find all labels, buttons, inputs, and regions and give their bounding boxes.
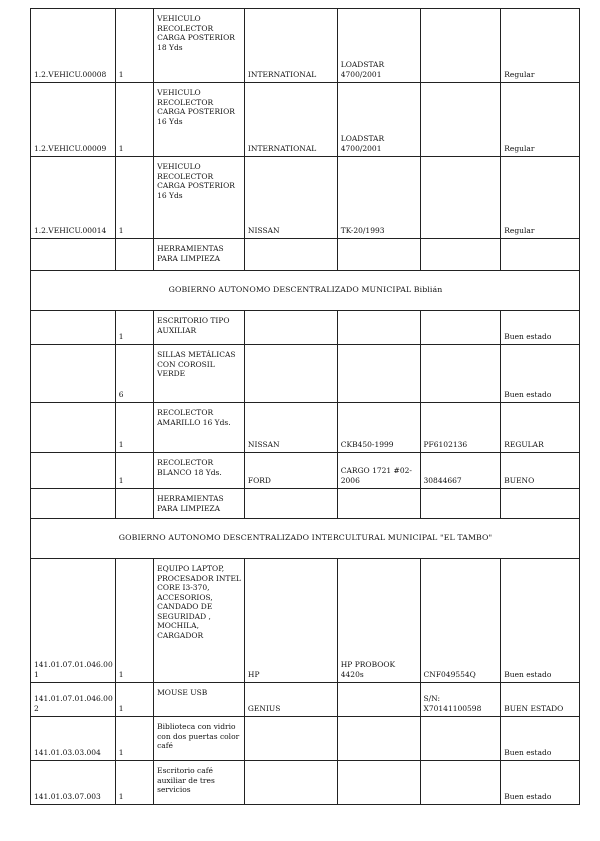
condition-cell: Buen estado: [501, 345, 580, 403]
model-cell: LOADSTAR 4700/2001: [337, 83, 420, 157]
table-row: [31, 311, 580, 345]
description-cell: VEHICULO RECOLECTOR CARGA POSTERIOR 16 Yds: [154, 157, 245, 239]
inventory-table-body: [31, 9, 580, 805]
description-cell: Biblioteca con vidrio con dos puertas color café: [154, 717, 245, 761]
table-row: [31, 83, 580, 157]
model-cell: [337, 717, 420, 761]
serial-cell: CNF049554Q: [420, 559, 501, 683]
quantity-cell: 1: [115, 403, 153, 453]
condition-cell: [501, 239, 580, 271]
description-cell: SILLAS METÁLICAS CON COROSIL VERDE: [154, 345, 245, 403]
condition-cell: Buen estado: [501, 761, 580, 805]
brand-cell: FORD: [244, 453, 337, 489]
model-cell: [337, 761, 420, 805]
condition-cell: Regular: [501, 83, 580, 157]
condition-cell: Buen estado: [501, 559, 580, 683]
section-title: GOBIERNO AUTONOMO DESCENTRALIZADO INTERCULTURAL MUNICIPAL "EL TAMBO": [31, 519, 580, 559]
quantity-cell: [115, 239, 153, 271]
quantity-cell: 1: [115, 453, 153, 489]
serial-cell: [420, 489, 501, 519]
inventory-table: [30, 8, 580, 805]
brand-cell: [244, 717, 337, 761]
quantity-cell: 1: [115, 157, 153, 239]
asset-code-cell: 1.2.VEHICU.00014: [31, 157, 116, 239]
model-cell: [337, 683, 420, 717]
table-row: [31, 403, 580, 453]
table-row: [31, 559, 580, 683]
table-row: [31, 489, 580, 519]
model-cell: [337, 345, 420, 403]
description-cell: RECOLECTOR AMARILLO 16 Yds.: [154, 403, 245, 453]
quantity-cell: [115, 489, 153, 519]
condition-cell: Regular: [501, 157, 580, 239]
description-cell: HERRAMIENTAS PARA LIMPIEZA: [154, 239, 245, 271]
section-header-row: [31, 271, 580, 311]
table-row: [31, 9, 580, 83]
brand-cell: [244, 761, 337, 805]
model-cell: CKB450-1999: [337, 403, 420, 453]
serial-cell: S/N: X70141100598: [420, 683, 501, 717]
asset-code-cell: 1.2.VEHICU.00008: [31, 9, 116, 83]
asset-code-cell: [31, 239, 116, 271]
model-cell: [337, 239, 420, 271]
serial-cell: [420, 311, 501, 345]
brand-cell: INTERNATIONAL: [244, 83, 337, 157]
asset-code-cell: [31, 453, 116, 489]
condition-cell: [501, 489, 580, 519]
description-cell: VEHICULO RECOLECTOR CARGA POSTERIOR 16 Yds: [154, 83, 245, 157]
section-title: GOBIERNO AUTONOMO DESCENTRALIZADO MUNICIPAL Biblián: [31, 271, 580, 311]
quantity-cell: 1: [115, 311, 153, 345]
asset-code-cell: [31, 311, 116, 345]
serial-cell: [420, 345, 501, 403]
condition-cell: Buen estado: [501, 717, 580, 761]
brand-cell: [244, 311, 337, 345]
condition-cell: BUENO: [501, 453, 580, 489]
brand-cell: [244, 489, 337, 519]
asset-code-cell: [31, 345, 116, 403]
description-cell: HERRAMIENTAS PARA LIMPIEZA: [154, 489, 245, 519]
serial-cell: [420, 717, 501, 761]
serial-cell: [420, 9, 501, 83]
asset-code-cell: [31, 403, 116, 453]
brand-cell: NISSAN: [244, 403, 337, 453]
model-cell: HP PROBOOK 4420s: [337, 559, 420, 683]
brand-cell: NISSAN: [244, 157, 337, 239]
model-cell: [337, 311, 420, 345]
quantity-cell: 1: [115, 9, 153, 83]
asset-code-cell: 141.01.03.07.003: [31, 761, 116, 805]
serial-cell: [420, 761, 501, 805]
table-row: [31, 761, 580, 805]
table-row: [31, 239, 580, 271]
serial-cell: PF6102136: [420, 403, 501, 453]
table-row: [31, 345, 580, 403]
quantity-cell: 1: [115, 683, 153, 717]
quantity-cell: 1: [115, 83, 153, 157]
description-cell: RECOLECTOR BLANCO 18 Yds.: [154, 453, 245, 489]
quantity-cell: 6: [115, 345, 153, 403]
section-header-row: [31, 519, 580, 559]
condition-cell: REGULAR: [501, 403, 580, 453]
serial-cell: [420, 239, 501, 271]
table-row: [31, 717, 580, 761]
serial-cell: [420, 157, 501, 239]
quantity-cell: 1: [115, 761, 153, 805]
brand-cell: INTERNATIONAL: [244, 9, 337, 83]
serial-cell: 30844667: [420, 453, 501, 489]
description-cell: ESCRITORIO TIPO AUXILIAR: [154, 311, 245, 345]
asset-code-cell: 141.01.07.01.046.002: [31, 683, 116, 717]
model-cell: LOADSTAR 4700/2001: [337, 9, 420, 83]
brand-cell: [244, 239, 337, 271]
brand-cell: GENIUS: [244, 683, 337, 717]
condition-cell: Buen estado: [501, 311, 580, 345]
quantity-cell: 1: [115, 717, 153, 761]
condition-cell: BUEN ESTADO: [501, 683, 580, 717]
serial-cell: [420, 83, 501, 157]
condition-cell: Regular: [501, 9, 580, 83]
description-cell: EQUIPO LAPTOP, PROCESADOR INTEL CORE I3-370, ACCESORIOS, CANDADO DE SEGURIDAD , MOCHILA, CARGADOR: [154, 559, 245, 683]
model-cell: [337, 489, 420, 519]
brand-cell: [244, 345, 337, 403]
description-cell: VEHICULO RECOLECTOR CARGA POSTERIOR 18 Yds: [154, 9, 245, 83]
table-row: [31, 157, 580, 239]
asset-code-cell: 141.01.07.01.046.001: [31, 559, 116, 683]
asset-code-cell: [31, 489, 116, 519]
asset-code-cell: 1.2.VEHICU.00009: [31, 83, 116, 157]
model-cell: CARGO 1721 #02-2006: [337, 453, 420, 489]
description-cell: MOUSE USB: [154, 683, 245, 717]
asset-code-cell: 141.01.03.03.004: [31, 717, 116, 761]
brand-cell: HP: [244, 559, 337, 683]
description-cell: Escritorio café auxiliar de tres servicios: [154, 761, 245, 805]
table-row: [31, 683, 580, 717]
model-cell: TK-20/1993: [337, 157, 420, 239]
quantity-cell: 1: [115, 559, 153, 683]
table-row: [31, 453, 580, 489]
